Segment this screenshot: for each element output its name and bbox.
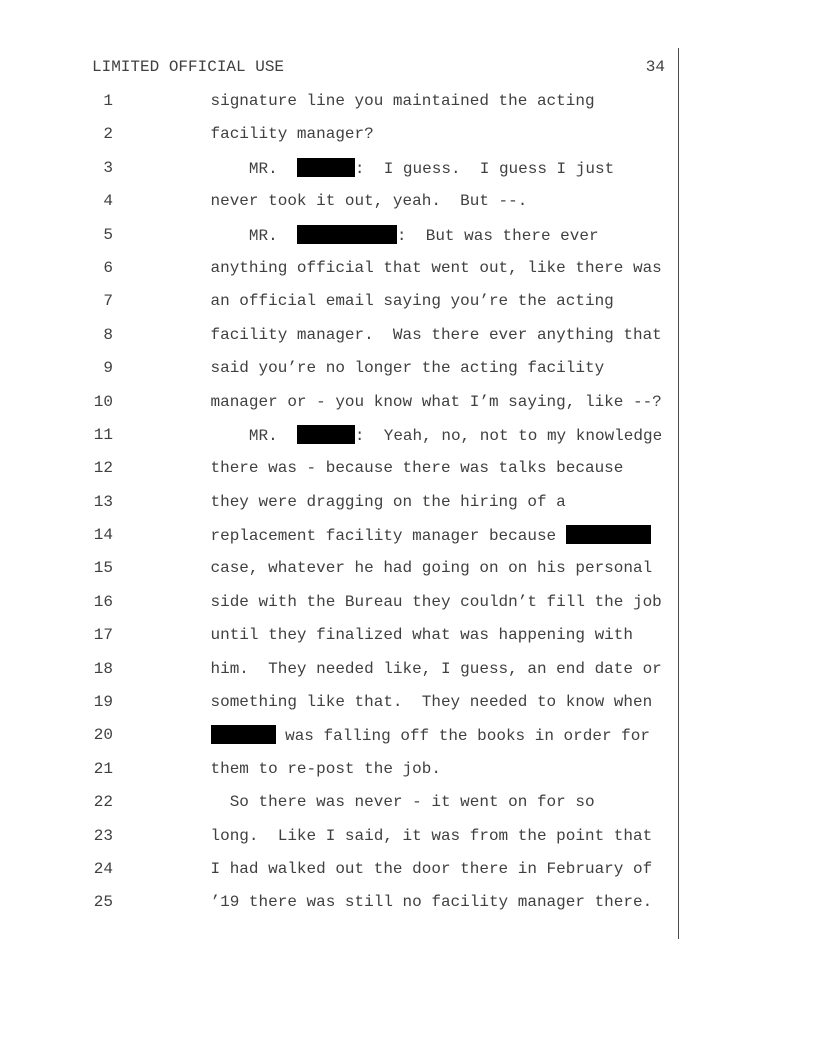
redaction-bar xyxy=(297,425,355,444)
line-text: signature line you maintained the acting xyxy=(210,92,595,110)
redaction-bar xyxy=(211,725,276,744)
line-text: facility manager? xyxy=(210,125,374,144)
page-header xyxy=(92,57,665,77)
line-text: was falling off the books in order for xyxy=(211,725,650,746)
transcript-line xyxy=(0,492,816,525)
line-number: 2 xyxy=(103,125,113,144)
line-text: manager or - you know what I’m saying, like --? xyxy=(210,392,662,411)
line-number: 14 xyxy=(93,526,113,545)
line-text: never took it out, yeah. But --. xyxy=(210,192,528,211)
line-number: 13 xyxy=(93,492,113,511)
line-text: there was - because there was talks because xyxy=(210,459,624,478)
line-number: 24 xyxy=(93,859,113,878)
line-number: 8 xyxy=(103,325,113,344)
line-text: So there was never - it went on for so xyxy=(210,793,595,812)
transcript-line xyxy=(0,124,816,157)
line-text: MR. : But was there ever xyxy=(210,226,599,245)
line-number: 9 xyxy=(103,359,113,378)
transcript-line xyxy=(0,358,816,391)
line-number: 25 xyxy=(93,893,113,912)
transcript-line xyxy=(0,892,816,925)
line-number: 12 xyxy=(93,459,113,478)
line-number: 10 xyxy=(93,392,113,411)
line-number: 18 xyxy=(93,659,113,678)
line-text: long. Like I said, it was from the point that xyxy=(210,826,653,845)
line-number: 1 xyxy=(103,92,113,110)
line-number: 21 xyxy=(93,759,113,778)
line-number: 20 xyxy=(93,726,113,745)
transcript-line xyxy=(0,425,816,458)
line-text: something like that. They needed to know when xyxy=(210,693,653,712)
line-text: MR. : I guess. I guess I just xyxy=(210,159,615,178)
line-text: said you’re no longer the acting facility xyxy=(210,359,605,378)
line-text: him. They needed like, I guess, an end date or xyxy=(210,659,662,678)
line-number: 19 xyxy=(93,693,113,712)
page-number: 34 xyxy=(645,58,665,76)
line-number: 5 xyxy=(103,225,113,244)
line-text: ’19 there was still no facility manager there. xyxy=(210,893,653,912)
transcript-line xyxy=(0,558,816,591)
line-text: case, whatever he had going on on his personal xyxy=(210,559,653,578)
line-number: 22 xyxy=(93,793,113,812)
line-number: 3 xyxy=(103,158,113,177)
line-text: anything official that went out, like there was xyxy=(210,258,662,277)
transcript-line xyxy=(0,191,816,224)
line-text: they were dragging on the hiring of a xyxy=(210,492,566,511)
transcript-line xyxy=(0,458,816,491)
transcript-body xyxy=(0,91,816,926)
line-number: 6 xyxy=(103,258,113,277)
line-number: 17 xyxy=(93,626,113,645)
line-number: 16 xyxy=(93,592,113,611)
redaction-bar xyxy=(297,158,355,177)
redaction-bar xyxy=(566,525,651,544)
transcript-line xyxy=(0,525,816,558)
transcript-line xyxy=(0,625,816,658)
line-text: side with the Bureau they couldn’t fill the job xyxy=(210,592,662,611)
transcript-line xyxy=(0,325,816,358)
transcript-line xyxy=(0,659,816,692)
transcript-line xyxy=(0,91,816,124)
line-number: 23 xyxy=(93,826,113,845)
line-number: 15 xyxy=(93,559,113,578)
redaction-bar xyxy=(297,225,397,244)
classification-marking: LIMITED OFFICIAL USE xyxy=(92,58,285,76)
transcript-line xyxy=(0,692,816,725)
line-text: an official email saying you’re the acting xyxy=(210,292,614,311)
line-number: 7 xyxy=(103,292,113,311)
line-text: replacement facility manager because xyxy=(211,525,651,546)
transcript-line xyxy=(0,725,816,758)
line-text: them to re-post the job. xyxy=(210,759,441,778)
transcript-line xyxy=(0,826,816,859)
transcript-line xyxy=(0,258,816,291)
transcript-line xyxy=(0,592,816,625)
transcript-line xyxy=(0,225,816,258)
line-number: 11 xyxy=(93,425,113,444)
transcript-line xyxy=(0,291,816,324)
line-number: 4 xyxy=(103,192,113,211)
transcript-line xyxy=(0,392,816,425)
line-text: MR. : Yeah, no, not to my knowledge xyxy=(210,426,663,445)
transcript-line xyxy=(0,759,816,792)
transcript-line xyxy=(0,792,816,825)
transcript-line xyxy=(0,859,816,892)
line-text: facility manager. Was there ever anything that xyxy=(210,325,662,344)
line-text: I had walked out the door there in February of xyxy=(210,859,653,878)
line-text: until they finalized what was happening with xyxy=(210,626,633,645)
transcript-line xyxy=(0,158,816,191)
